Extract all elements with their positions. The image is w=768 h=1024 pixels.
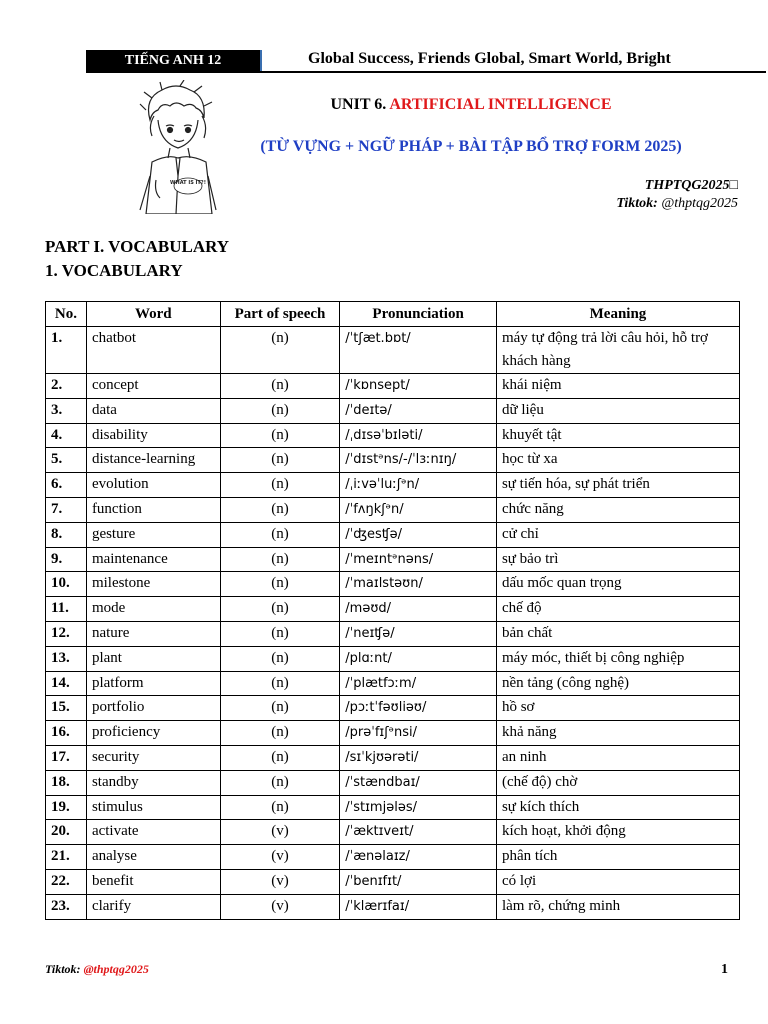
table-row	[46, 820, 740, 845]
meaning-cell: dữ liệu	[496, 398, 739, 423]
section-heading: 1. VOCABULARY	[45, 261, 183, 280]
pronunciation-cell: /ˈstɪmjələs/	[340, 795, 497, 820]
word-cell: function	[86, 497, 220, 522]
table-row	[46, 423, 740, 448]
word-cell: disability	[86, 423, 220, 448]
word-cell: activate	[86, 820, 220, 845]
pronunciation-cell: /ˈdɪstᵊns/-/ˈlɜːnɪŋ/	[340, 448, 497, 473]
meaning-cell: sự kích thích	[496, 795, 739, 820]
meaning-cell: phân tích	[496, 845, 739, 870]
part-of-speech-cell: (n)	[220, 398, 340, 423]
table-row	[46, 473, 740, 498]
meaning-cell: khả năng	[496, 721, 739, 746]
word-cell: maintenance	[86, 547, 220, 572]
row-number: 15.	[46, 696, 87, 721]
part-of-speech-cell: (n)	[220, 770, 340, 795]
speech-bubble-text: WHAT IS IT?!	[170, 180, 206, 186]
pronunciation-cell: /ˈdeɪtə/	[340, 398, 497, 423]
table-row	[46, 745, 740, 770]
meaning-cell: kích hoạt, khởi động	[496, 820, 739, 845]
pronunciation-cell: /plɑːnt/	[340, 646, 497, 671]
meaning-cell: khuyết tật	[496, 423, 739, 448]
pronunciation-cell: /ˈbenɪfɪt/	[340, 869, 497, 894]
row-number: 2.	[46, 374, 87, 399]
table-row	[46, 572, 740, 597]
row-number: 21.	[46, 845, 87, 870]
part-of-speech-cell: (n)	[220, 671, 340, 696]
vocabulary-table	[45, 301, 740, 920]
part-heading: PART I. VOCABULARY	[45, 237, 230, 256]
table-row	[46, 770, 740, 795]
pronunciation-cell: /ˈstændbaɪ/	[340, 770, 497, 795]
table-row	[46, 522, 740, 547]
tiktok-handle: @thptqg2025	[661, 196, 738, 211]
row-number: 1.	[46, 327, 87, 374]
part-of-speech-cell: (v)	[220, 845, 340, 870]
meaning-cell: máy móc, thiết bị công nghiệp	[496, 646, 739, 671]
table-row	[46, 547, 740, 572]
row-number: 12.	[46, 621, 87, 646]
brand-block	[616, 177, 738, 213]
brand-name: THPTQG2025	[644, 178, 730, 193]
word-cell: gesture	[86, 522, 220, 547]
textbook-series: Global Success, Friends Global, Smart World, Bright	[308, 50, 671, 67]
word-cell: concept	[86, 374, 220, 399]
row-number: 11.	[46, 597, 87, 622]
table-row	[46, 374, 740, 399]
word-cell: analyse	[86, 845, 220, 870]
part-of-speech-cell: (n)	[220, 497, 340, 522]
meaning-cell: chế độ	[496, 597, 739, 622]
word-cell: plant	[86, 646, 220, 671]
part-of-speech-cell: (n)	[220, 597, 340, 622]
word-cell: security	[86, 745, 220, 770]
pronunciation-cell: /ˈʤesʧə/	[340, 522, 497, 547]
part-of-speech-cell: (n)	[220, 547, 340, 572]
word-cell: milestone	[86, 572, 220, 597]
table-row	[46, 597, 740, 622]
header-no: No.	[46, 302, 87, 327]
pronunciation-cell: /ˌiːvəˈluːʃᵊn/	[340, 473, 497, 498]
table-row	[46, 869, 740, 894]
part-of-speech-cell: (n)	[220, 473, 340, 498]
table-row	[46, 497, 740, 522]
pronunciation-cell: /ˈplætfɔːm/	[340, 671, 497, 696]
part-of-speech-cell: (n)	[220, 423, 340, 448]
word-cell: benefit	[86, 869, 220, 894]
row-number: 7.	[46, 497, 87, 522]
meaning-cell: sự tiến hóa, sự phát triển	[496, 473, 739, 498]
meaning-cell: sự bảo trì	[496, 547, 739, 572]
word-cell: platform	[86, 671, 220, 696]
meaning-cell: làm rõ, chứng minh	[496, 894, 739, 919]
meaning-cell: khái niệm	[496, 374, 739, 399]
word-cell: portfolio	[86, 696, 220, 721]
word-cell: mode	[86, 597, 220, 622]
header-meaning: Meaning	[496, 302, 739, 327]
word-cell: standby	[86, 770, 220, 795]
meaning-cell: bản chất	[496, 621, 739, 646]
pronunciation-cell: /ˈneɪʧə/	[340, 621, 497, 646]
table-row	[46, 845, 740, 870]
part-of-speech-cell: (n)	[220, 795, 340, 820]
pronunciation-cell: /ˈmaɪlstəʊn/	[340, 572, 497, 597]
table-row	[46, 894, 740, 919]
row-number: 22.	[46, 869, 87, 894]
word-cell: evolution	[86, 473, 220, 498]
meaning-cell: dấu mốc quan trọng	[496, 572, 739, 597]
table-row	[46, 721, 740, 746]
word-cell: clarify	[86, 894, 220, 919]
row-number: 3.	[46, 398, 87, 423]
row-number: 18.	[46, 770, 87, 795]
row-number: 8.	[46, 522, 87, 547]
row-number: 13.	[46, 646, 87, 671]
footer-brand	[45, 962, 149, 977]
table-row	[46, 795, 740, 820]
word-cell: chatbot	[86, 327, 220, 374]
part-of-speech-cell: (n)	[220, 621, 340, 646]
unit-title	[0, 96, 768, 114]
table-row	[46, 398, 740, 423]
part-of-speech-cell: (v)	[220, 894, 340, 919]
word-cell: nature	[86, 621, 220, 646]
row-number: 9.	[46, 547, 87, 572]
part-of-speech-cell: (v)	[220, 869, 340, 894]
unit-prefix: UNIT 6.	[330, 96, 390, 113]
word-cell: proficiency	[86, 721, 220, 746]
part-of-speech-cell: (n)	[220, 327, 340, 374]
brand-glyph: □	[729, 178, 738, 193]
part-of-speech-cell: (n)	[220, 646, 340, 671]
meaning-cell: (chế độ) chờ	[496, 770, 739, 795]
header-word: Word	[86, 302, 220, 327]
pronunciation-cell: /ˈfʌŋkʃᵊn/	[340, 497, 497, 522]
word-cell: stimulus	[86, 795, 220, 820]
meaning-cell: chức năng	[496, 497, 739, 522]
pronunciation-cell: /ˈtʃæt.bɒt/	[340, 327, 497, 374]
pronunciation-cell: /ˈklærɪfaɪ/	[340, 894, 497, 919]
unit-subtitle: (TỪ VỰNG + NGỮ PHÁP + BÀI TẬP BỔ TRỢ FORM 2025)	[260, 138, 682, 155]
row-number: 5.	[46, 448, 87, 473]
meaning-cell: học từ xa	[496, 448, 739, 473]
unit-name: ARTIFICIAL INTELLIGENCE	[389, 96, 612, 113]
tiktok-label: Tiktok:	[616, 196, 662, 211]
row-number: 14.	[46, 671, 87, 696]
meaning-cell: an ninh	[496, 745, 739, 770]
header-pronunciation: Pronunciation	[340, 302, 497, 327]
header-part-of-speech: Part of speech	[220, 302, 340, 327]
pronunciation-cell: /ˈkɒnsept/	[340, 374, 497, 399]
table-row	[46, 671, 740, 696]
pronunciation-cell: /pɔːtˈfəʊliəʊ/	[340, 696, 497, 721]
table-header-row	[46, 302, 740, 327]
footer-tiktok-handle: @thptqg2025	[83, 962, 149, 976]
grade-badge	[86, 50, 262, 72]
part-of-speech-cell: (n)	[220, 721, 340, 746]
pronunciation-cell: /prəˈfɪʃᵊnsi/	[340, 721, 497, 746]
vocabulary-table-body	[46, 327, 740, 920]
pronunciation-cell: /ˌdɪsəˈbɪləti/	[340, 423, 497, 448]
pronunciation-cell: /ˈæktɪveɪt/	[340, 820, 497, 845]
row-number: 10.	[46, 572, 87, 597]
row-number: 19.	[46, 795, 87, 820]
page-number: 1	[721, 962, 728, 977]
meaning-cell: nền tảng (công nghệ)	[496, 671, 739, 696]
pronunciation-cell: /sɪˈkjʊərəti/	[340, 745, 497, 770]
table-row	[46, 696, 740, 721]
row-number: 4.	[46, 423, 87, 448]
pronunciation-cell: /məʊd/	[340, 597, 497, 622]
meaning-cell: có lợi	[496, 869, 739, 894]
table-row	[46, 327, 740, 374]
meaning-cell: máy tự động trả lời câu hỏi, hỗ trợ khách hàng	[496, 327, 739, 374]
table-row	[46, 646, 740, 671]
pronunciation-cell: /ˈmeɪntᵊnəns/	[340, 547, 497, 572]
meaning-cell: cử chỉ	[496, 522, 739, 547]
meaning-cell: hồ sơ	[496, 696, 739, 721]
row-number: 23.	[46, 894, 87, 919]
word-cell: data	[86, 398, 220, 423]
row-number: 17.	[46, 745, 87, 770]
table-row	[46, 448, 740, 473]
part-of-speech-cell: (n)	[220, 572, 340, 597]
part-of-speech-cell: (n)	[220, 745, 340, 770]
header-rule	[86, 71, 766, 73]
part-of-speech-cell: (n)	[220, 374, 340, 399]
part-of-speech-cell: (n)	[220, 448, 340, 473]
part-of-speech-cell: (n)	[220, 522, 340, 547]
pronunciation-cell: /ˈænəlaɪz/	[340, 845, 497, 870]
row-number: 6.	[46, 473, 87, 498]
grade-label: TIẾNG ANH 12	[124, 53, 222, 68]
word-cell: distance-learning	[86, 448, 220, 473]
table-row	[46, 621, 740, 646]
part-of-speech-cell: (n)	[220, 696, 340, 721]
footer-tiktok-label: Tiktok:	[45, 962, 84, 976]
part-of-speech-cell: (v)	[220, 820, 340, 845]
row-number: 16.	[46, 721, 87, 746]
row-number: 20.	[46, 820, 87, 845]
